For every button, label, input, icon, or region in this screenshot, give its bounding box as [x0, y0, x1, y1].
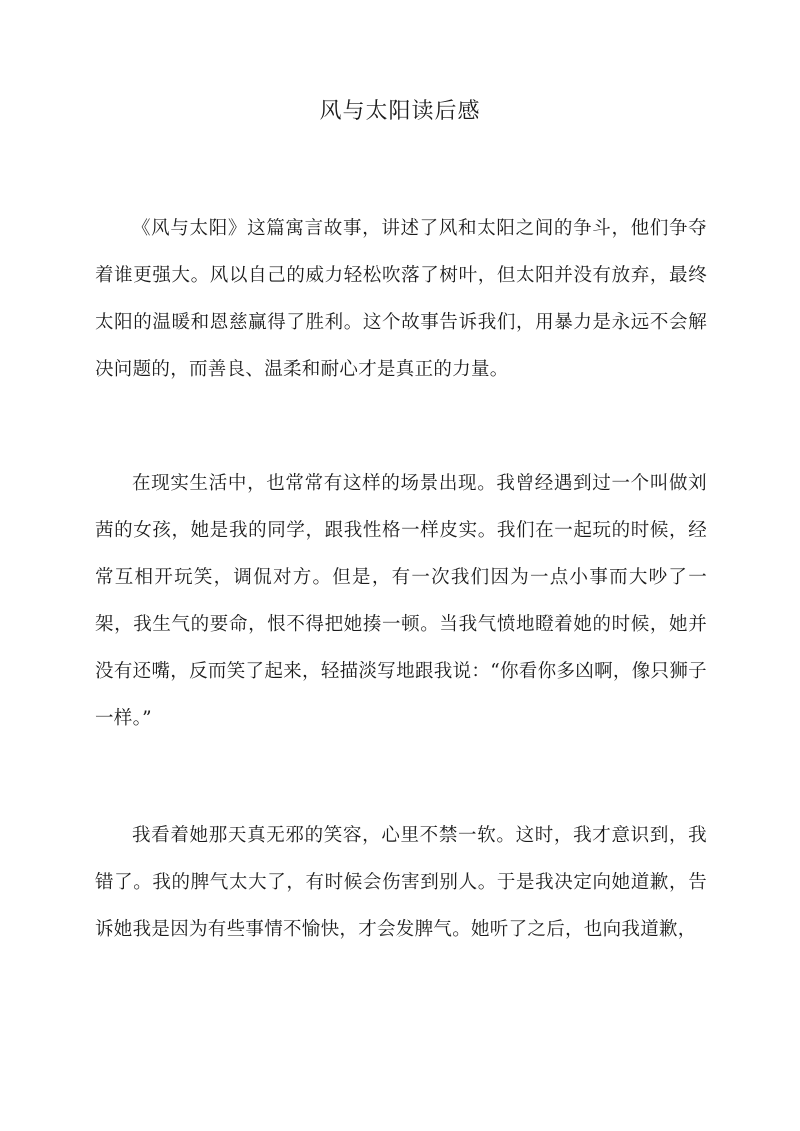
paragraph-1: 《风与太阳》这篇寓言故事，讲述了风和太阳之间的争斗，他们争夺着谁更强大。风以自己的威力轻松吹落了树叶，但太阳并没有放弃，最终太阳的温暖和恩慈赢得了胜利。这个故事告诉我们，用暴力是永远不会解决问题的，而善良、温柔和耐心才是真正的力量。 [95, 218, 707, 380]
paragraph-2: 在现实生活中，也常常有这样的场景出现。我曾经遇到过一个叫做刘茜的女孩，她是我的同学，跟我性格一样皮实。我们在一起玩的时候，经常互相开玩笑，调侃对方。但是，有一次我们因为一点小事而大吵了一架，我生气的要命，恨不得把她揍一顿。当我气愤地瞪着她的时候，她并没有还嘴，反而笑了起来，轻描淡写地跟我说：“你看你多凶啊，像只狮子一样。” [95, 473, 707, 729]
paragraph-3: 我看着她那天真无邪的笑容，心里不禁一软。这时，我才意识到，我错了。我的脾气太大了，有时候会伤害到别人。于是我决定向她道歉，告诉她我是因为有些事情不愉快，才会发脾气。她听了之后，也向我道歉， [95, 825, 707, 940]
document-title: 风与太阳读后感 [319, 99, 481, 124]
